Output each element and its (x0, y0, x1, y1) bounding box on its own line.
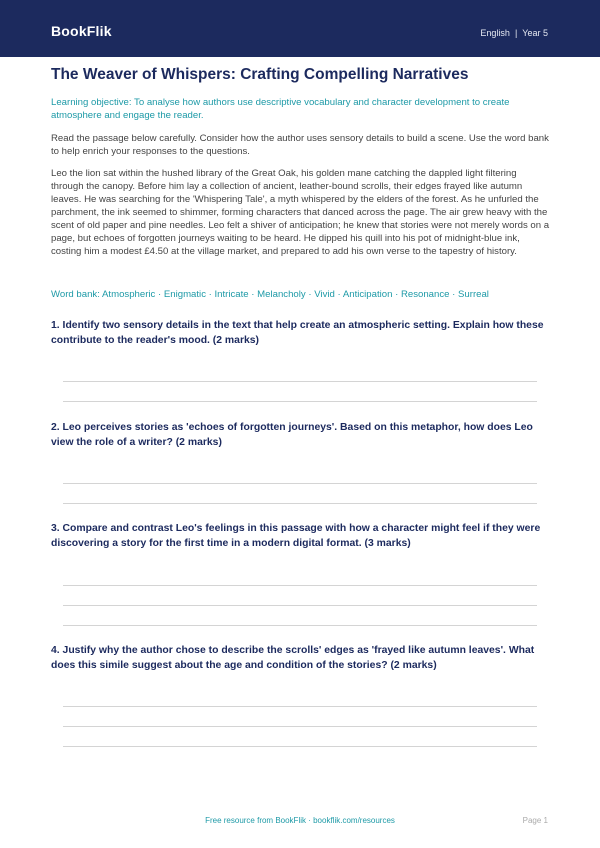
year-label: Year 5 (522, 28, 548, 38)
answer-line[interactable] (63, 381, 537, 382)
header-meta (480, 28, 548, 39)
instructions: Read the passage below carefully. Consider how the author uses sensory details to build a scene. Use the word bank to help enrich your responses to the questions. (51, 133, 549, 157)
question-4: 4. Justify why the author chose to describe the scrolls' edges as 'frayed like autumn leaves'. What does this simile suggest about the age and condition of the stories? (2 marks) (51, 645, 535, 671)
answer-line[interactable] (63, 585, 537, 586)
page-title: The Weaver of Whispers: Crafting Compelling Narratives (51, 66, 469, 83)
subject-label: English (480, 28, 510, 38)
answer-line[interactable] (63, 483, 537, 484)
brand-logo: BookFlik (51, 23, 112, 39)
question-1: 1. Identify two sensory details in the text that help create an atmospheric setting. Explain how these contribute to the reader's mood. (2 marks) (51, 320, 544, 346)
page-header (0, 0, 600, 57)
answer-line[interactable] (63, 401, 537, 402)
reading-passage: Leo the lion sat within the hushed library of the Great Oak, his golden mane catching the dappled light filtering through the canopy. Before him lay a collection of ancient, leather-bound scrolls, their edges frayed like autumn leaves. He was searching for the 'Whispering Tale', a myth whispered by the elders of the forest. As he unfurled the parchment, the ink seemed to shimmer, forming characters that danced across the page. The air grew heavy with the scent of old paper and pine needles. Leo felt a shiver of anticipation; he knew that stories were not merely words on a page, but echoes of forgotten journeys waiting to be heard. He dipped his quill into his pot of midnight-blue ink, costing him a modest £4.50 at the village market, and prepared to add his own verse to the tapestry of history. (51, 168, 550, 257)
answer-line[interactable] (63, 625, 537, 626)
page-number: Page 1 (522, 816, 548, 825)
header-separator: | (514, 28, 518, 38)
answer-line[interactable] (63, 746, 537, 747)
answer-line[interactable] (63, 706, 537, 707)
answer-line[interactable] (63, 503, 537, 504)
question-2: 2. Leo perceives stories as 'echoes of forgotten journeys'. Based on this metaphor, how does Leo view the role of a writer? (2 marks) (51, 422, 533, 448)
answer-line[interactable] (63, 605, 537, 606)
learning-objective: Learning objective: To analyse how authors use descriptive vocabulary and character development to create atmosphere and engage the reader. (51, 97, 510, 121)
footer-credit: Free resource from BookFlik · bookflik.com/resources (205, 816, 395, 825)
question-3: 3. Compare and contrast Leo's feelings in this passage with how a character might feel if they were discovering a story for the first time in a modern digital format. (3 marks) (51, 523, 541, 549)
word-bank: Word bank: Atmospheric · Enigmatic · Intricate · Melancholy · Vivid · Anticipation · Resonance · Surreal (51, 289, 489, 300)
answer-line[interactable] (63, 726, 537, 727)
